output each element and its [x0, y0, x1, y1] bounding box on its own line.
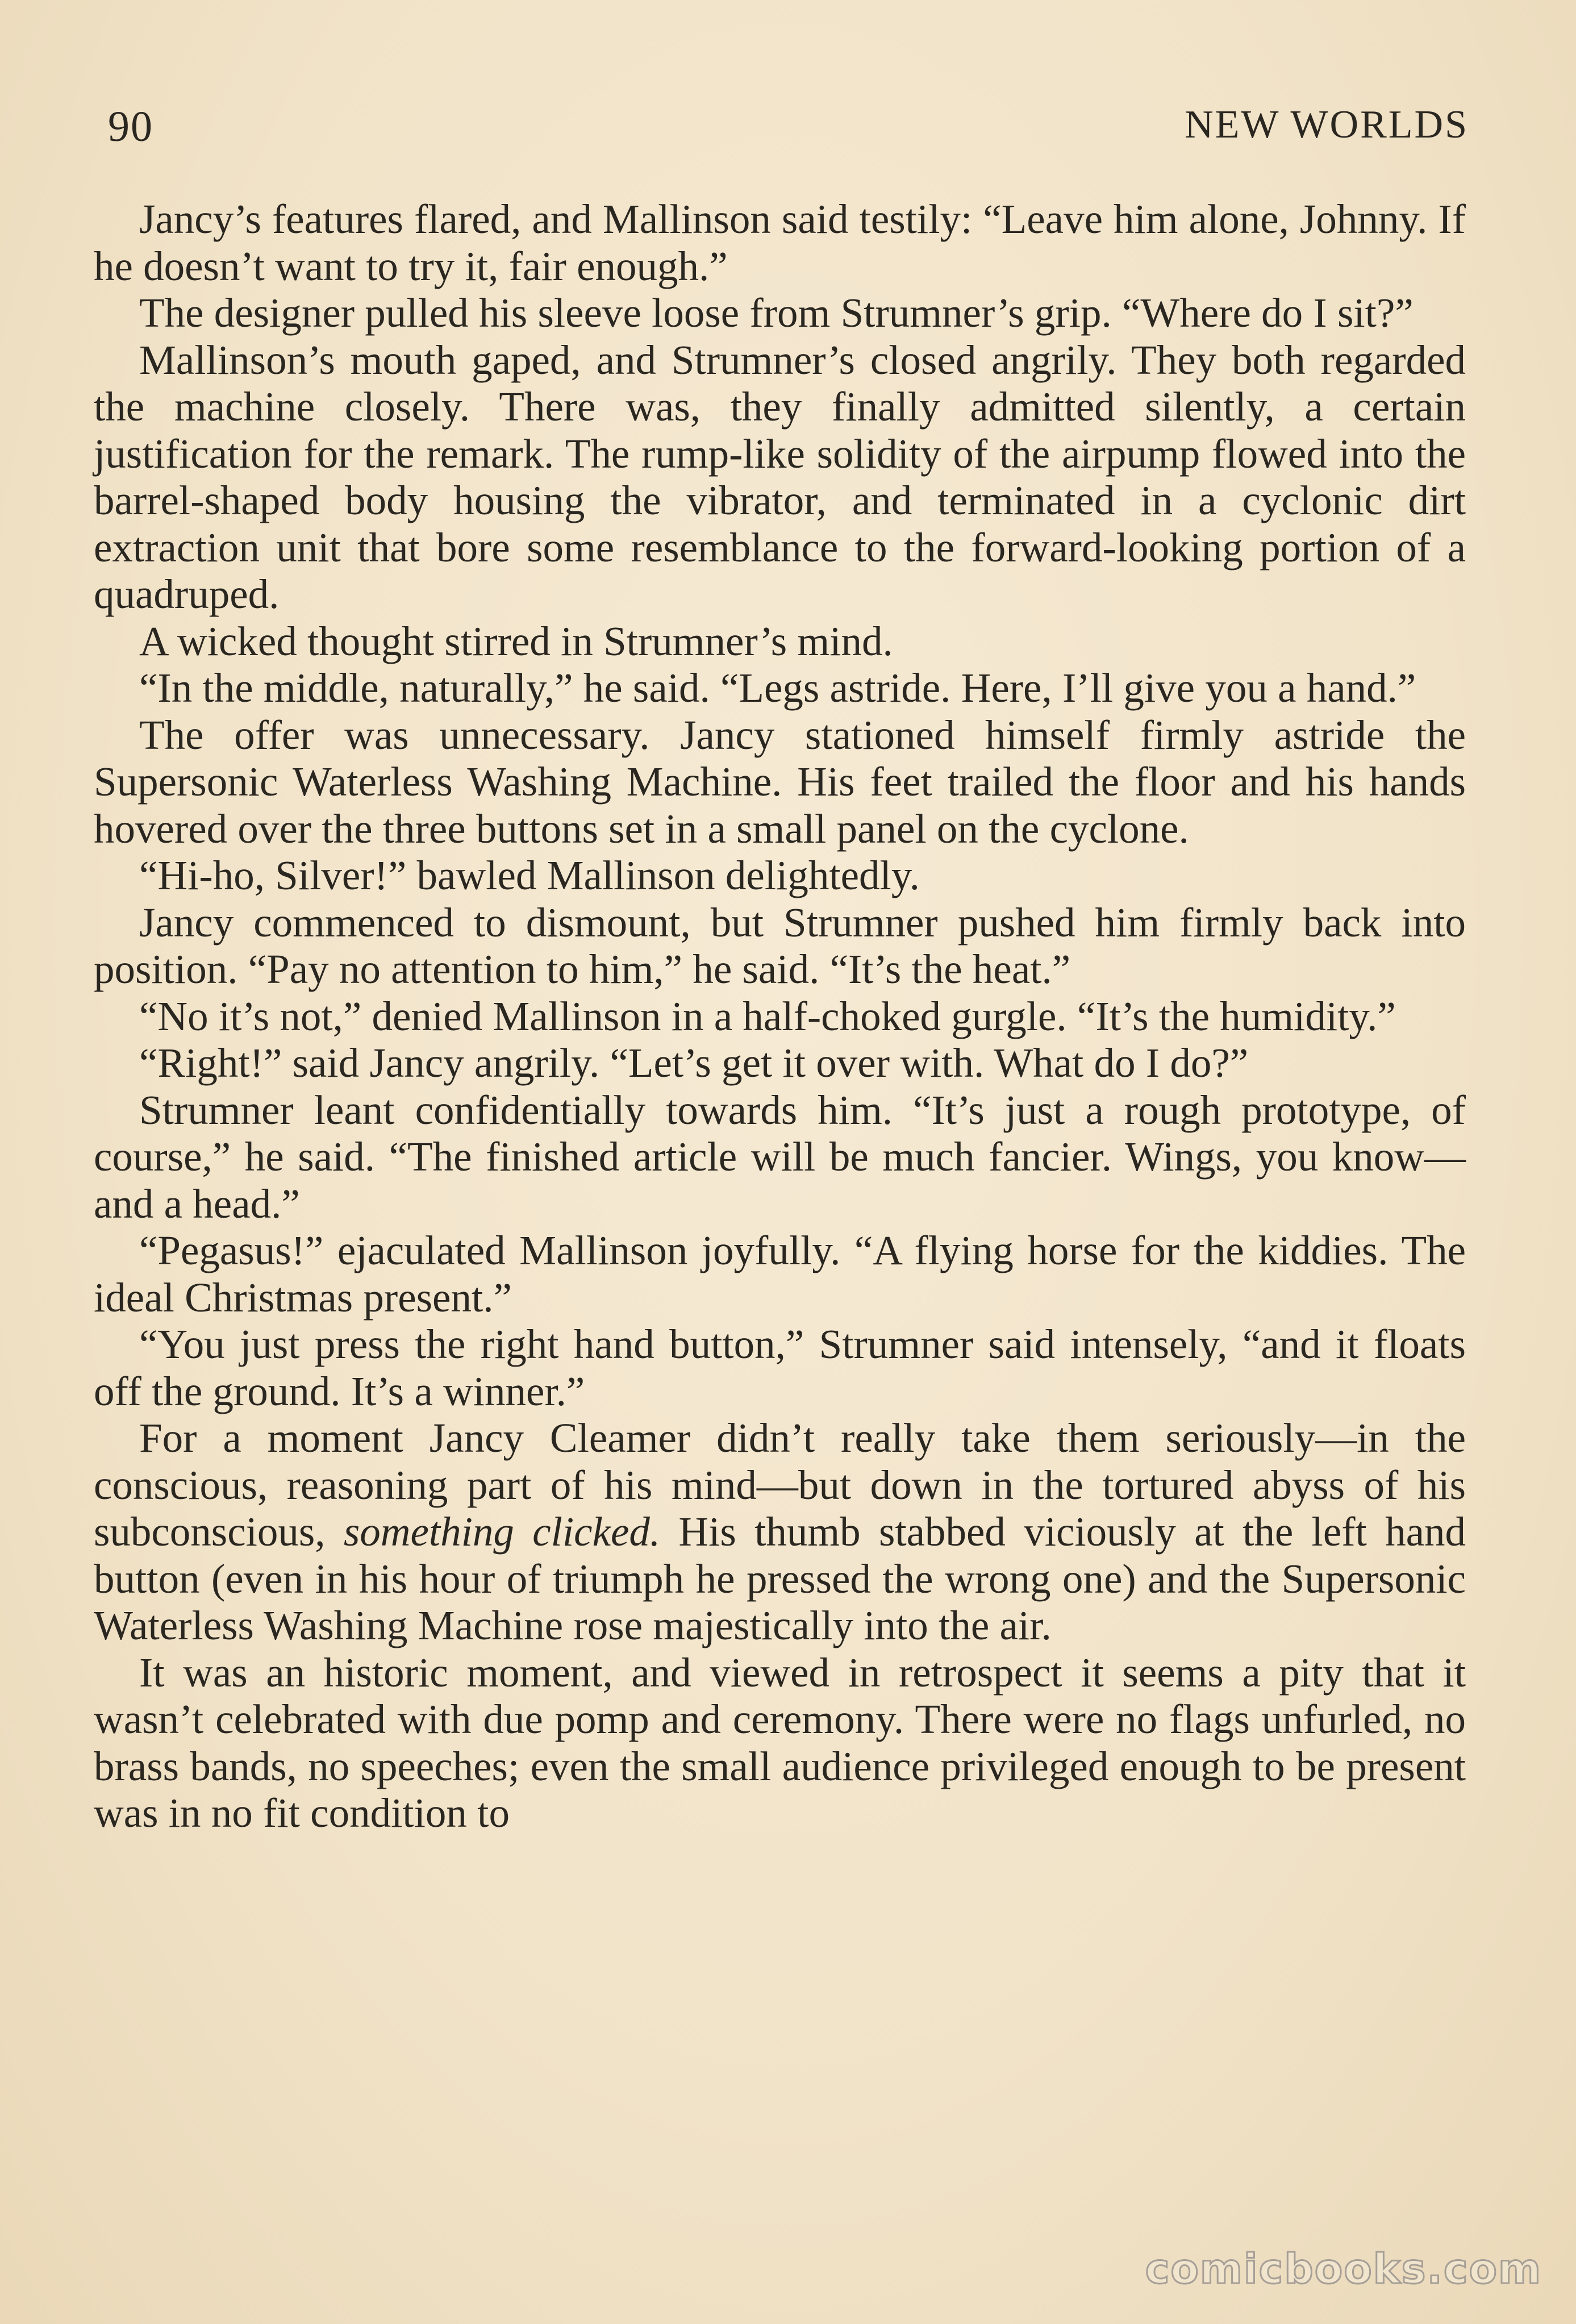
- paragraph: It was an historic moment, and viewed in retrospect it seems a pity that it wasn’t celebrated with due pomp and ceremony. There were no flags unfurled, no brass bands, no speeches; even the small audience privileged enough to be present was in no fit condition to: [94, 1649, 1466, 1836]
- paragraph: Jancy’s features flared, and Mallinson said testily: “Leave him alone, Johnny. If he doesn’t want to try it, fair enough.”: [94, 196, 1466, 289]
- paragraph: Strumner leant confidentially towards him. “It’s just a rough prototype, of course,” he said. “The finished article will be much fancier. Wings, you know—and a head.”: [94, 1086, 1466, 1227]
- paragraph: “No it’s not,” denied Mallinson in a half-choked gurgle. “It’s the humidity.”: [139, 993, 1396, 1039]
- paragraph-text: His thumb stabbed viciously at the left hand button (even in his hour of triumph he pressed the wrong one) and the Supersonic Waterless Washing Machine rose majestically into the air.: [94, 1509, 1466, 1648]
- page-header: [108, 102, 1469, 159]
- emphasis-text: something clicked.: [343, 1509, 661, 1555]
- paragraph: A wicked thought stirred in Strumner’s mind.: [139, 618, 893, 664]
- running-head: NEW WORLDS: [1185, 103, 1469, 147]
- watermark: comicbooks.com: [1145, 2245, 1542, 2293]
- paragraph: “Right!” said Jancy angrily. “Let’s get it over with. What do I do?”: [139, 1040, 1249, 1086]
- paragraph: “Pegasus!” ejaculated Mallinson joyfully. “A flying horse for the kiddies. The ideal Christmas present.”: [94, 1227, 1466, 1321]
- paragraph: Mallinson’s mouth gaped, and Strumner’s closed angrily. They both regarded the machine closely. There was, they finally admitted silently, a certain justification for the remark. The rump-like solidity of the airpump flowed into the barrel-shaped body housing the vibrator, and terminated in a cyclonic dirt extraction unit that bore some resemblance to the forward-looking portion of a quadruped.: [94, 336, 1466, 617]
- paragraph: “In the middle, naturally,” he said. “Legs astride. Here, I’ll give you a hand.”: [139, 665, 1416, 711]
- body-text: [94, 196, 1466, 1837]
- paragraph: [94, 1415, 1466, 1650]
- paragraph: “Hi-ho, Silver!” bawled Mallinson delightedly.: [139, 852, 920, 898]
- paragraph: The offer was unnecessary. Jancy stationed himself firmly astride the Supersonic Waterless Washing Machine. His feet trailed the floor and his hands hovered over the three buttons set in a small panel on the cyclone.: [94, 711, 1466, 852]
- paragraph: The designer pulled his sleeve loose from Strumner’s grip. “Where do I sit?”: [139, 290, 1414, 336]
- paragraph-text: For a moment Jancy Cleamer didn’t really take them seriously—in the conscious, reasoning part of his mind—but down in the tortured abyss of his subconscious,: [94, 1415, 1466, 1555]
- paragraph: “You just press the right hand button,” Strumner said intensely, “and it floats off the ground. It’s a winner.”: [94, 1321, 1466, 1414]
- paragraph: Jancy commenced to dismount, but Strumner pushed him firmly back into position. “Pay no attention to him,” he said. “It’s the heat.”: [94, 899, 1466, 992]
- page-number: 90: [108, 103, 153, 151]
